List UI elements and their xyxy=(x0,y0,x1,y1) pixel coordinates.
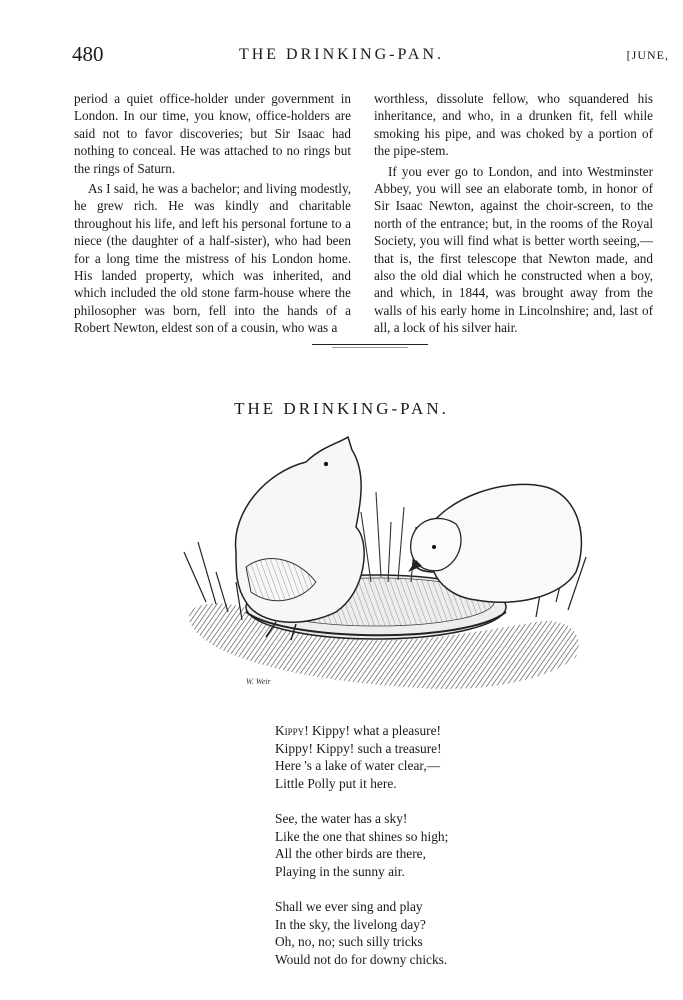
poem-line: Oh, no, no; such silly tricks xyxy=(275,934,423,950)
poem-line: In the sky, the livelong day? xyxy=(275,916,426,932)
paragraph: As I said, he was a bachelor; and living modestly, he grew rich. He was kindly and charitable throughout his life, and left his personal fortune to a niece (the daughter of a half-sister), who had been for a long time the mistress of his London home. His landed property, which was inherited, and which included the old stone farm-house where the philosopher was born, fell into the hands of a Robert Newton, eldest son of a cousin, who was a xyxy=(74,181,351,336)
poem-line: Here 's a lake of water clear,— xyxy=(275,758,441,774)
paragraph: worthless, dissolute fellow, who squandered his inheritance, and who, in a drunken fit, fell while smoking his pipe, and was choked by a portion of the pipe-stem. xyxy=(374,91,653,159)
grass-center xyxy=(361,492,416,582)
poem xyxy=(275,722,448,986)
section-divider xyxy=(312,344,428,345)
chick-left-eye xyxy=(324,462,328,466)
page-number: 480 xyxy=(72,42,104,66)
chicks-drinking-illustration xyxy=(176,432,602,700)
poem-line xyxy=(275,722,448,740)
stanza xyxy=(275,898,448,968)
stanza xyxy=(275,722,448,792)
poem-line: Shall we ever sing and play xyxy=(275,898,423,914)
article-left-column xyxy=(74,90,351,337)
poem-line: Little Polly put it here. xyxy=(275,775,397,791)
page-header xyxy=(0,42,683,72)
illustration-signature: W. Weir xyxy=(246,677,271,686)
poem-line: All the other birds are there, xyxy=(275,846,426,862)
section-divider-inner xyxy=(332,347,408,348)
poem-line: Would not do for downy chicks. xyxy=(275,951,448,967)
poem-first-line-rest: ! Kippy! what a pleasure! xyxy=(304,723,442,738)
paragraph: If you ever go to London, and into Westminster Abbey, you will see an elaborate tomb, in honor of Sir Isaac Newton, against the choir-screen, to the north of the entrance; but, in the rooms of the Royal Society, you will find what is better worth seeing,—that is, the first telescope that Newton made, and also the old dial which he constructed when a boy, and which, in 1844, was brought away from the walls of his early home in Lincolnshire; and, last of all, a lock of his silver hair. xyxy=(374,163,653,336)
paragraph: period a quiet office-holder under government in London. In our time, you know, office-holders are said not to favor discoveries; but Sir Isaac had nothing to conceal. He was attached to no rings but the rings of Saturn. xyxy=(74,91,351,176)
article-right-column xyxy=(374,90,653,337)
poem-line: Kippy! Kippy! such a treasure! xyxy=(275,740,442,756)
running-date: [JUNE, xyxy=(626,48,669,62)
poem-first-word: Kippy xyxy=(275,723,305,738)
poem-title: THE DRINKING-PAN. xyxy=(234,399,449,418)
poem-line: Like the one that shines so high; xyxy=(275,828,449,844)
poem-line: See, the water has a sky! xyxy=(275,810,408,826)
poem-line: Playing in the sunny air. xyxy=(275,863,405,879)
chick-right-eye xyxy=(432,545,436,549)
running-title: THE DRINKING-PAN. xyxy=(238,46,445,63)
stanza xyxy=(275,810,448,880)
